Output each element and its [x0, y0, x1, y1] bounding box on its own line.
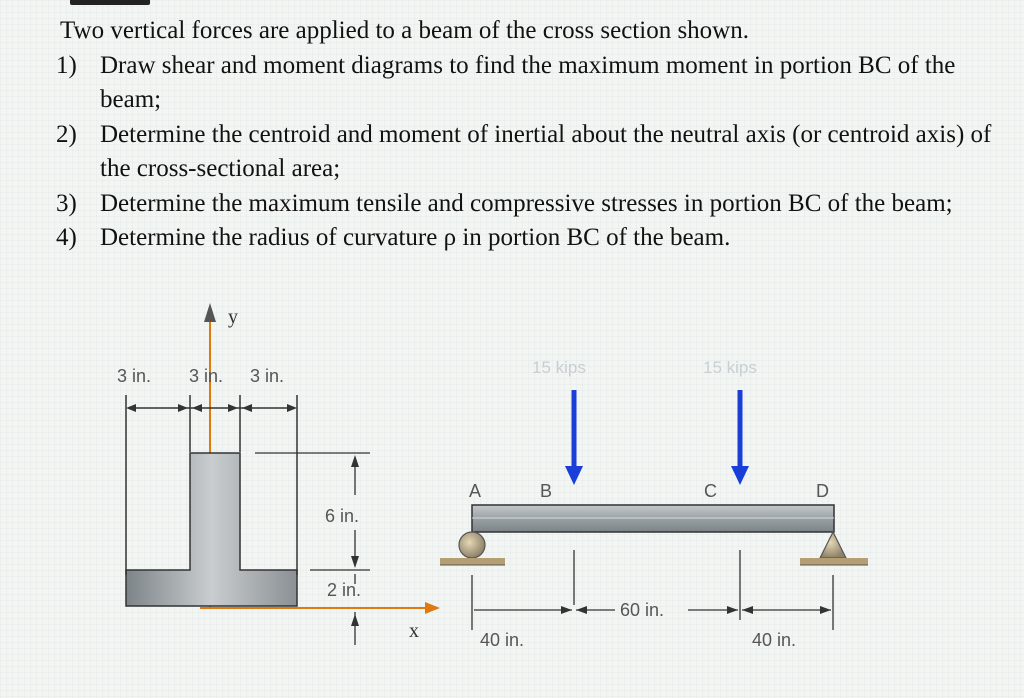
height-dim-lines — [255, 453, 370, 645]
item-text: Determine the centroid and moment of inertial about the neutral axis (or centroid axis) of the cross-sectional area; — [100, 120, 992, 182]
roller-support-icon — [459, 532, 485, 558]
dim-ab-label: 40 in. — [480, 630, 525, 650]
point-a-label: A — [469, 481, 482, 501]
point-b-label: B — [540, 481, 553, 501]
item-number: 2) — [56, 120, 77, 148]
y-axis-arrow-icon — [204, 303, 216, 322]
width-dim-1: 3 in. — [117, 366, 152, 386]
dim-bc-label: 60 in. — [620, 600, 665, 620]
height-dim-flange-label: 2 in. — [327, 580, 362, 600]
point-d-label: D — [816, 481, 829, 501]
problem-intro: Two vertical forces are applied to a beam of the cross section shown. — [60, 17, 749, 44]
cross-section — [117, 303, 440, 645]
width-dim-2: 3 in. — [189, 366, 224, 386]
ground-right — [800, 558, 868, 565]
dim-cd-label: 40 in. — [752, 630, 797, 650]
item-number: 3) — [56, 189, 77, 217]
t-section-shape — [126, 453, 297, 606]
item-text: Draw shear and moment diagrams to find the maximum moment in portion BC of the beam; — [100, 51, 956, 113]
point-c-label: C — [704, 481, 717, 501]
item-number: 1) — [56, 51, 77, 79]
y-axis-label: y — [228, 306, 238, 328]
height-dim-web-label: 6 in. — [325, 506, 360, 526]
load-left-label: 15 kips — [532, 358, 586, 377]
load-left-arrow-icon — [565, 466, 583, 485]
x-axis-arrow-icon — [425, 602, 440, 614]
item-text: Determine the maximum tensile and compressive stresses in portion BC of the beam; — [100, 189, 953, 217]
beam-diagram — [440, 358, 868, 650]
load-right-label: 15 kips — [703, 358, 757, 377]
width-dim-3: 3 in. — [250, 366, 285, 386]
item-number: 4) — [56, 224, 77, 251]
item-text: Determine the radius of curvature ρ in portion BC of the beam. — [100, 224, 731, 251]
pin-support-icon — [820, 532, 846, 558]
x-axis-label: x — [409, 620, 419, 642]
load-right-arrow-icon — [731, 466, 749, 485]
ground-left — [440, 558, 505, 565]
